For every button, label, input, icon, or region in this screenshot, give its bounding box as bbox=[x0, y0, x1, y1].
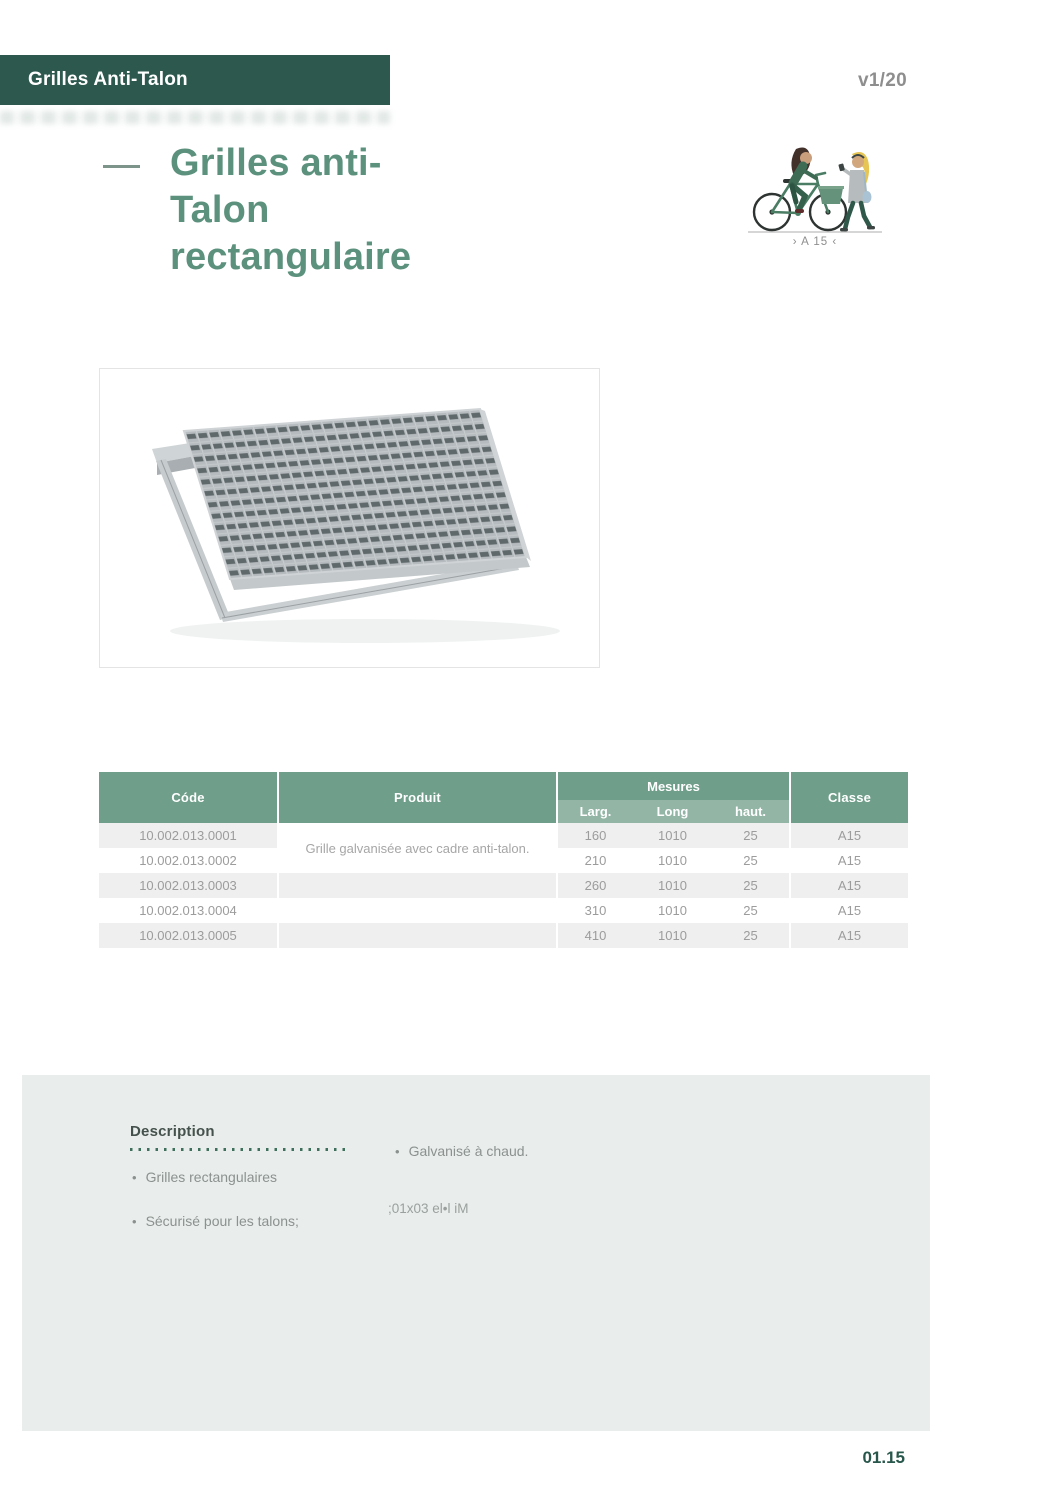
product-description-cell: Grille galvanisée avec cadre anti-talon. bbox=[305, 840, 530, 856]
cell-product bbox=[279, 873, 556, 898]
pedestrian-cyclist-illustration bbox=[740, 140, 890, 240]
dotted-rule bbox=[130, 1148, 348, 1151]
column-header-measures: Mesures bbox=[558, 772, 789, 800]
cell-length: 1010 bbox=[633, 898, 712, 923]
product-table bbox=[99, 772, 908, 948]
page-title-line: rectangulaire bbox=[170, 236, 412, 278]
cell-width: 160 bbox=[558, 823, 633, 848]
cell-class: A15 bbox=[791, 823, 908, 848]
page-title bbox=[170, 140, 690, 281]
version-label: v1/20 bbox=[857, 70, 907, 91]
cell-length: 1010 bbox=[633, 848, 712, 873]
measures-subheader bbox=[558, 800, 789, 823]
cell-product bbox=[279, 898, 556, 923]
column-header-height: haut. bbox=[734, 804, 767, 819]
description-bullet bbox=[132, 1213, 299, 1230]
cell-height: 25 bbox=[712, 898, 789, 923]
cell-product bbox=[279, 923, 556, 948]
cell-class: A15 bbox=[791, 873, 908, 898]
product-photo-galvanized-grating bbox=[99, 368, 600, 668]
cell-code: 10.002.013.0002 bbox=[99, 848, 277, 873]
description-panel bbox=[22, 1075, 930, 1431]
description-note: ;01x03 el•l iM bbox=[388, 1201, 469, 1216]
page-number: 01.15 bbox=[862, 1448, 905, 1467]
header-print-artifact bbox=[0, 111, 390, 124]
cell-width: 410 bbox=[558, 923, 633, 948]
page-title-line: Talon bbox=[170, 189, 270, 231]
table-body bbox=[99, 823, 908, 948]
table-row bbox=[99, 898, 908, 923]
cell-height: 25 bbox=[712, 823, 789, 848]
cell-class: A15 bbox=[791, 923, 908, 948]
column-header-length: Long bbox=[656, 804, 689, 819]
grating-drawing bbox=[100, 369, 599, 667]
bullet-icon: • bbox=[132, 1170, 137, 1185]
section-header-label: Grilles Anti-Talon bbox=[28, 69, 188, 90]
bullet-icon: • bbox=[132, 1214, 137, 1229]
cell-code: 10.002.013.0003 bbox=[99, 873, 277, 898]
bullet-text: Grilles rectangulaires bbox=[145, 1169, 278, 1185]
cell-class: A15 bbox=[791, 898, 908, 923]
description-bullet bbox=[395, 1143, 528, 1160]
cell-code: 10.002.013.0005 bbox=[99, 923, 277, 948]
cell-class: A15 bbox=[791, 848, 908, 873]
column-header-measures-group bbox=[558, 772, 789, 823]
section-header-bar bbox=[0, 55, 390, 105]
title-dash-rule bbox=[103, 165, 140, 168]
description-bullet bbox=[132, 1169, 277, 1186]
page-title-line: Grilles anti- bbox=[170, 142, 382, 184]
cell-code: 10.002.013.0001 bbox=[99, 823, 277, 848]
description-heading: Description bbox=[130, 1123, 215, 1140]
table-header-row bbox=[99, 772, 908, 823]
cell-width: 310 bbox=[558, 898, 633, 923]
cell-length: 1010 bbox=[633, 823, 712, 848]
cell-code: 10.002.013.0004 bbox=[99, 898, 277, 923]
column-header-product: Produit bbox=[279, 772, 556, 823]
cell-height: 25 bbox=[712, 873, 789, 898]
table-row bbox=[99, 923, 908, 948]
cell-length: 1010 bbox=[633, 873, 712, 898]
column-header-class: Classe bbox=[791, 772, 908, 823]
bullet-icon: • bbox=[395, 1144, 400, 1159]
load-class-caption: › A 15 ‹ bbox=[792, 236, 838, 248]
bullet-text: Sécurisé pour les talons; bbox=[145, 1213, 299, 1229]
cell-height: 25 bbox=[712, 923, 789, 948]
cell-height: 25 bbox=[712, 848, 789, 873]
cell-width: 260 bbox=[558, 873, 633, 898]
column-header-code: Códe bbox=[99, 772, 277, 823]
column-header-width: Larg. bbox=[579, 804, 612, 819]
cell-length: 1010 bbox=[633, 923, 712, 948]
table-row bbox=[99, 873, 908, 898]
bullet-text: Galvanisé à chaud. bbox=[408, 1143, 529, 1159]
cell-width: 210 bbox=[558, 848, 633, 873]
